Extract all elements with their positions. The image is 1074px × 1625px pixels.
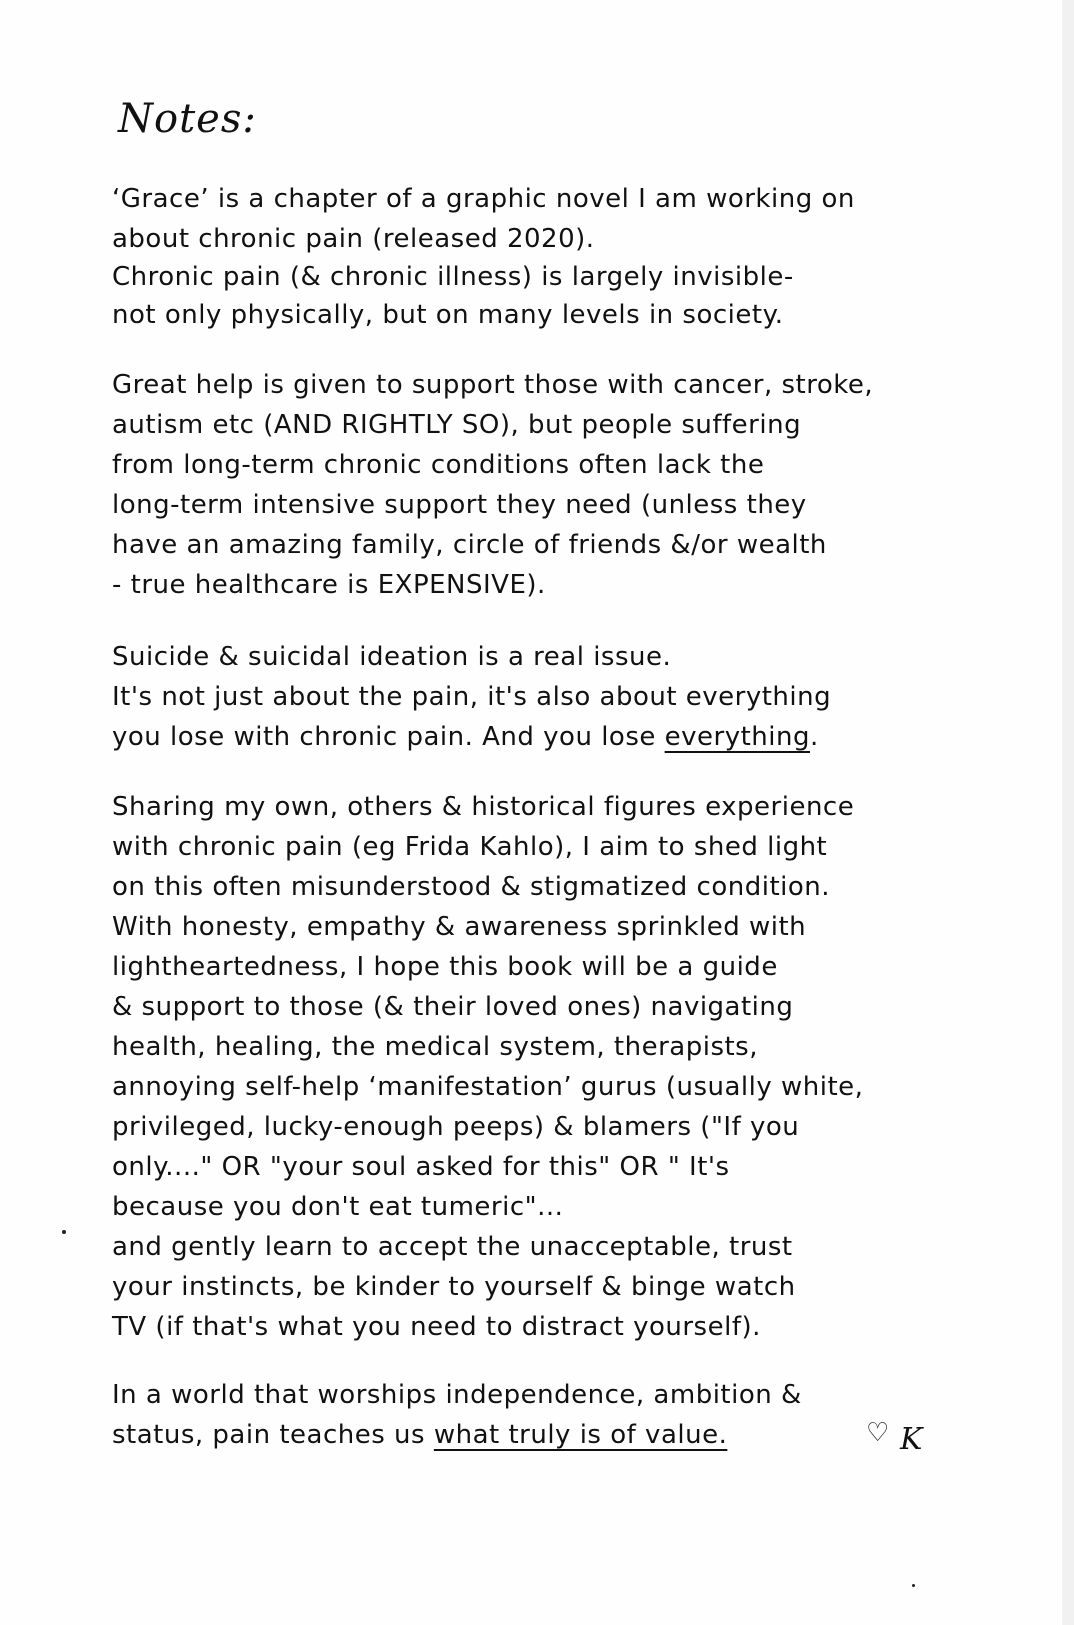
text-line: With honesty, empathy & awareness sprinkled with [112,912,807,942]
text-segment: you lose with chronic pain. And you lose [112,722,665,752]
text-line: It's not just about the pain, it's also about everything [112,682,832,712]
notes-title: Notes: [118,96,257,142]
text-segment: . [809,722,819,752]
text-line: about chronic pain (released 2020). [112,224,595,254]
text-line [112,1420,727,1450]
text-line: ‘Grace’ is a chapter of a graphic novel I am working on [112,184,855,214]
text-line: from long-term chronic conditions often lack the [112,450,765,480]
heart-icon: ♡ [866,1418,890,1448]
text-line: annoying self-help ‘manifestation’ gurus (usually white, [112,1072,864,1102]
text-line: because you don't eat tumeric"... [112,1192,564,1222]
text-segment: status, pain teaches us [112,1420,434,1450]
text-line: not only physically, but on many levels in society. [112,300,784,330]
text-line: privileged, lucky-enough peeps) & blamers ("If you [112,1112,800,1142]
text-line: your instincts, be kinder to yourself & binge watch [112,1272,796,1302]
text-line: long-term intensive support they need (unless they [112,490,807,520]
text-line: Sharing my own, others & historical figures experience [112,792,855,822]
text-line: autism etc (AND RIGHTLY SO), but people suffering [112,410,802,440]
underlined-word: everything [664,722,810,752]
text-line: In a world that worships independence, ambition & [112,1380,802,1410]
stray-dot [62,1230,66,1234]
text-line: Suicide & suicidal ideation is a real issue. [112,642,672,672]
text-line: have an amazing family, circle of friends &/or wealth [112,530,827,560]
stray-dot [912,1584,915,1587]
text-line: - true healthcare is EXPENSIVE). [112,570,546,600]
text-line: and gently learn to accept the unacceptable, trust [112,1232,793,1262]
text-line: TV (if that's what you need to distract yourself). [112,1312,761,1342]
text-line: on this often misunderstood & stigmatized condition. [112,872,831,902]
signature-initial: K [900,1422,923,1457]
text-line [112,722,819,752]
text-line: Chronic pain (& chronic illness) is largely invisible- [112,262,794,292]
text-line: with chronic pain (eg Frida Kahlo), I aim to shed light [112,832,828,862]
underlined-phrase: what truly is of value. [433,1420,728,1450]
text-line: health, healing, the medical system, therapists, [112,1032,758,1062]
text-line: Great help is given to support those with cancer, stroke, [112,370,874,400]
text-line: & support to those (& their loved ones) navigating [112,992,794,1022]
text-line: lightheartedness, I hope this book will be a guide [112,952,778,982]
text-line: only...." OR "your soul asked for this" OR " It's [112,1152,730,1182]
